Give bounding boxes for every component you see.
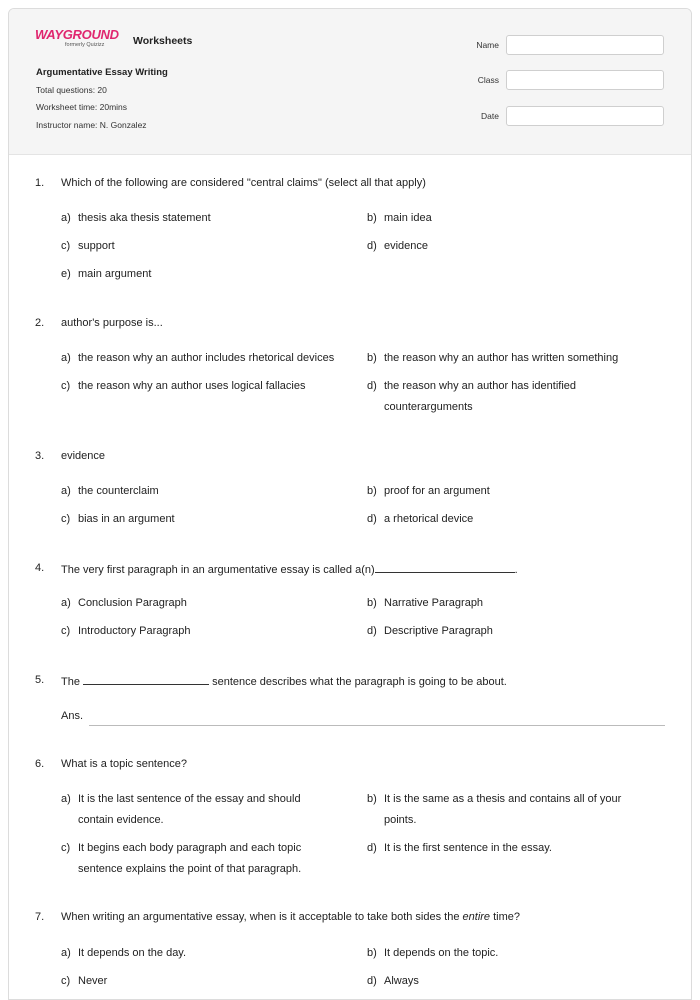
option-b[interactable] [367, 943, 667, 964]
date-field[interactable] [506, 106, 664, 126]
date-label: Date [481, 111, 499, 121]
option-text: Conclusion Paragraph [78, 597, 187, 609]
wayground-logo [35, 27, 130, 49]
option-b[interactable] [367, 208, 667, 229]
option-text: It depends on the day. [78, 947, 187, 959]
question-text: evidence [61, 450, 106, 462]
question-text: author's purpose is... [61, 317, 163, 329]
option-letter: b) [367, 597, 377, 609]
option-text: Never [78, 975, 108, 987]
question-4 [9, 562, 689, 578]
option-letter: d) [367, 625, 377, 637]
question-2 [9, 317, 689, 333]
option-text: Introductory Paragraph [78, 625, 191, 637]
question-text: The sentence describes what the paragraph is going to be about. [61, 676, 507, 688]
option-text: Descriptive Paragraph [384, 625, 493, 637]
option-c[interactable] [61, 621, 361, 642]
option-letter: b) [367, 352, 377, 364]
option-text: It is the last sentence of the essay and should contain evidence. [78, 793, 301, 826]
option-letter: b) [367, 485, 377, 497]
question-text: Which of the following are considered "central claims" (select all that apply) [61, 177, 426, 189]
logo-text: WAYGROUND [35, 27, 119, 42]
question-text: The very first paragraph in an argumentative essay is called a(n) . [61, 564, 518, 576]
option-a[interactable] [61, 789, 361, 831]
option-letter: a) [61, 597, 71, 609]
option-letter: d) [367, 842, 377, 854]
question-number: 1. [35, 177, 45, 189]
question-text: What is a topic sentence? [61, 758, 187, 770]
option-text: the reason why an author includes rhetorical devices [78, 352, 335, 364]
option-letter: a) [61, 793, 71, 805]
option-letter: c) [61, 625, 71, 637]
worksheet [8, 8, 692, 1000]
question-1 [9, 177, 689, 193]
option-letter: c) [61, 513, 71, 525]
option-text: the counterclaim [78, 485, 159, 497]
option-text: main argument [78, 268, 152, 280]
option-c[interactable] [61, 838, 361, 880]
answer-line[interactable] [89, 725, 665, 726]
worksheet-title: Argumentative Essay Writing [36, 67, 168, 78]
class-label: Class [477, 75, 499, 85]
option-letter: d) [367, 240, 377, 252]
option-text: It is the same as a thesis and contains all of your points. [384, 793, 622, 826]
option-text: It is the first sentence in the essay. [384, 842, 552, 854]
option-b[interactable] [367, 593, 667, 614]
question-number: 4. [35, 562, 45, 574]
option-b[interactable] [367, 481, 667, 502]
option-a[interactable] [61, 481, 361, 502]
option-text: a rhetorical device [384, 513, 474, 525]
option-d[interactable] [367, 509, 667, 530]
fill-blank [375, 562, 515, 573]
option-text: Always [384, 975, 419, 987]
option-c[interactable] [61, 971, 361, 992]
question-number: 5. [35, 674, 45, 686]
option-letter: d) [367, 975, 377, 987]
option-text: It depends on the topic. [384, 947, 499, 959]
option-letter: b) [367, 947, 377, 959]
worksheet-header [9, 9, 691, 155]
option-letter: b) [367, 793, 377, 805]
option-text: evidence [384, 240, 429, 252]
option-letter: a) [61, 212, 71, 224]
option-letter: a) [61, 947, 71, 959]
option-b[interactable] [367, 348, 667, 369]
class-field[interactable] [506, 70, 664, 90]
name-field[interactable] [506, 35, 664, 55]
option-a[interactable] [61, 593, 361, 614]
question-3 [9, 450, 689, 466]
option-d[interactable] [367, 971, 667, 992]
instructor-name: Instructor name: N. Gonzalez [36, 120, 147, 130]
option-d[interactable] [367, 838, 667, 859]
option-text: support [78, 240, 115, 252]
brand-label: Worksheets [133, 35, 193, 47]
option-d[interactable] [367, 621, 667, 642]
option-c[interactable] [61, 236, 361, 257]
option-e[interactable] [61, 264, 361, 285]
option-letter: c) [61, 380, 71, 392]
answer-label: Ans. [61, 710, 84, 722]
option-d[interactable] [367, 236, 667, 257]
question-number: 6. [35, 758, 45, 770]
option-text: main idea [384, 212, 432, 224]
question-6 [9, 758, 689, 774]
logo-subtext: formerly Quizizz [65, 42, 105, 48]
question-number: 2. [35, 317, 45, 329]
option-letter: d) [367, 380, 377, 392]
option-a[interactable] [61, 943, 361, 964]
name-label: Name [476, 40, 499, 50]
question-text: When writing an argumentative essay, when is it acceptable to take both sides the entire time? [61, 911, 521, 923]
option-letter: c) [61, 842, 71, 854]
option-text: bias in an argument [78, 513, 175, 525]
option-text: the reason why an author has identified counterarguments [384, 380, 577, 413]
option-letter: a) [61, 485, 71, 497]
question-number: 3. [35, 450, 45, 462]
option-b[interactable] [367, 789, 667, 831]
option-text: the reason why an author uses logical fallacies [78, 380, 306, 392]
worksheet-time: Worksheet time: 20mins [36, 102, 128, 112]
option-text: It begins each body paragraph and each topic sentence explains the point of that paragraph. [78, 842, 302, 875]
option-letter: c) [61, 240, 71, 252]
option-a[interactable] [61, 348, 361, 369]
question-7 [9, 911, 689, 927]
option-a[interactable] [61, 208, 361, 229]
total-questions: Total questions: 20 [36, 85, 107, 95]
fill-blank [83, 674, 209, 685]
option-letter: a) [61, 352, 71, 364]
option-text: proof for an argument [384, 485, 490, 497]
option-c[interactable] [61, 509, 361, 530]
option-letter: e) [61, 268, 71, 280]
option-letter: c) [61, 975, 71, 987]
option-d[interactable] [367, 376, 667, 418]
option-letter: d) [367, 513, 377, 525]
option-text: the reason why an author has written something [384, 352, 619, 364]
question-5 [9, 674, 689, 690]
option-letter: b) [367, 212, 377, 224]
option-c[interactable] [61, 376, 361, 397]
option-text: Narrative Paragraph [384, 597, 484, 609]
option-text: thesis aka thesis statement [78, 212, 211, 224]
question-number: 7. [35, 911, 45, 923]
